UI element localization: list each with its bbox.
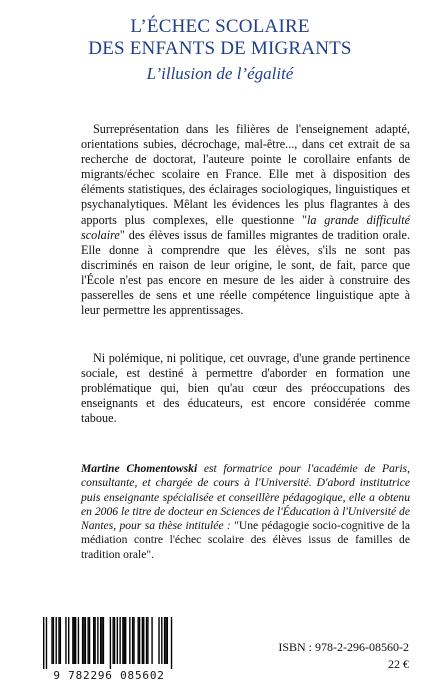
summary-text-1: Surreprésentation dans les filières de l'enseignement adapté, orientations subies, décrochage, mal-être..., dans cet extrait de sa recherche de doctorat, l'auteure pointe le corollaire enfants de migrants/échec scolaire en France. Elle met à disposition des éléments statistiques, des éclairages sociologiques, linguistiques et psychanalytiques. Mêlant les évidences les plus flagrantes à des apports plus complexes, elle questionne ": [81, 122, 410, 227]
summary-text-2: " des élèves issus de familles migrantes de tradition orale. Elle donne à comprendre que les élèves, s'ils ne sont pas discriminés en raison de leur origine, le sont, de fait, parce que l'École n'est pas encore en mesure de les aider à construire des passerelles de sens et une réelle compétence linguistique apte à leur permettre les apprentissages.: [81, 227, 410, 318]
summary-text-3: Ni polémique, ni politique, cet ouvrage, d'une grande pertinence sociale, est destiné à permettre d'aborder en formation une problématique qui, bien qu'au cœur des préoccupations des enseignants et des éducateurs, est encore considérée comme taboue.: [81, 351, 410, 426]
barcode-bars: [43, 617, 175, 669]
barcode: [34, 617, 184, 683]
thesis-title: "Une pédagogie socio-cognitive de la médiation contre l'échec scolaire des élèves issus de familles de tradition orale".: [81, 519, 410, 561]
title-line-2: DES ENFANTS DE MIGRANTS: [88, 38, 352, 59]
barcode-number: 9 782296 085602: [53, 669, 165, 682]
summary-paragraph-1: [81, 122, 410, 318]
bio-text: est formatrice pour l'académie de Paris, consultante, et chargée de cours à l'Université. D'abord institutrice puis enseignante spécialisée et conseillère pédagogique, elle a obtenu en 2006 le titre de docteur en Sciences de l'Éducation à l'Université de Nantes, pour sa thèse intitulée :: [81, 462, 410, 533]
summary-italic-quote: la grande difficulté scolaire: [81, 212, 410, 242]
subtitle: L’illusion de l’égalité: [146, 64, 294, 83]
price: 22 €: [388, 657, 409, 671]
isbn: ISBN : 978-2-296-08560-2: [278, 640, 409, 654]
summary-paragraph-2: [81, 351, 410, 426]
author-bio: [81, 462, 410, 562]
title-line-1: L’ÉCHEC SCOLAIRE: [130, 16, 310, 37]
author-name: Martine Chomentowski: [81, 462, 198, 475]
